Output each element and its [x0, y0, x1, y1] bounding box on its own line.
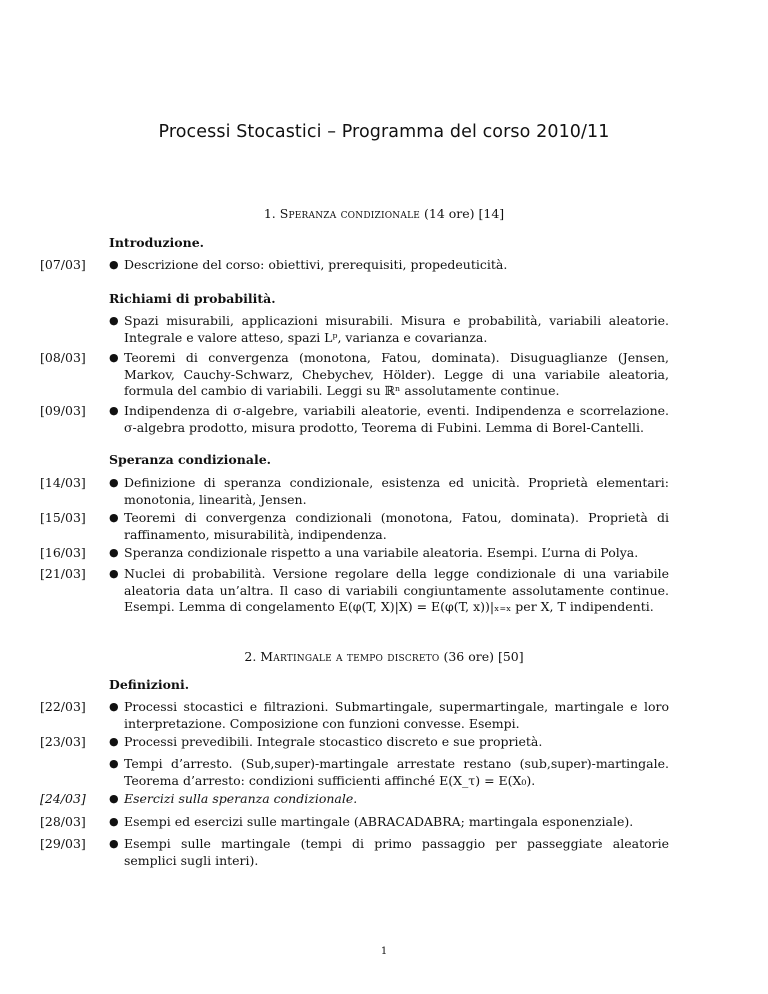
lesson-date: [29/03]	[40, 836, 86, 851]
list-item	[109, 257, 669, 274]
chapter-name: Martingale a tempo discreto	[260, 649, 440, 664]
lesson-date: [21/03]	[40, 566, 86, 581]
item-text: Processi prevedibili. Integrale stocastico discreto e sue proprietà.	[124, 734, 543, 749]
section-heading: Introduzione.	[109, 235, 205, 250]
section-heading: Definizioni.	[109, 677, 190, 692]
list-item	[109, 699, 669, 732]
chapter-number: 1.	[263, 206, 280, 221]
chapter-heading-2	[0, 649, 768, 664]
lesson-date: [14/03]	[40, 475, 86, 490]
item-text: Nuclei di probabilità. Versione regolare della legge condizionale di una variabile aleatoria data un’altra. Il caso di variabili congiuntamente assolutamente continue. Esempi. Lemma di congelamento E(φ(T, X)|X) = E(φ(T, x))|ₓ₌ₓ per X, T indipendenti.	[124, 566, 669, 614]
item-text: Esempi sulle martingale (tempi di primo passaggio per passeggiate aleatorie semplici sugli interi).	[124, 836, 669, 868]
item-text: Descrizione del corso: obiettivi, prerequisiti, propedeuticità.	[124, 257, 508, 272]
lesson-date: [16/03]	[40, 545, 86, 560]
item-text: Esempi ed esercizi sulle martingale (ABRACADABRA; martingala esponenziale).	[124, 814, 634, 829]
bullet-icon: ●	[109, 314, 119, 327]
bullet-icon: ●	[109, 476, 119, 489]
item-text: Teoremi di convergenza (monotona, Fatou, dominata). Disuguaglianze (Jensen, Markov, Cauchy-Schwarz, Chebychev, Hölder). Legge di una variabile aleatoria, formula del cambio di variabili. Leggi su ℝⁿ assolutamente continue.	[124, 350, 669, 398]
list-item	[109, 566, 669, 616]
section-heading: Speranza condizionale.	[109, 452, 271, 467]
chapter-hours: (36 ore) [50]	[439, 649, 524, 664]
bullet-icon: ●	[109, 567, 119, 580]
list-item	[109, 510, 669, 543]
list-item	[109, 814, 669, 831]
item-text: Indipendenza di σ-algebre, variabili aleatorie, eventi. Indipendenza e scorrelazione. σ-algebra prodotto, misura prodotto, Teorema di Fubini. Lemma di Borel-Cantelli.	[124, 403, 669, 435]
list-item	[109, 403, 669, 436]
list-item	[109, 475, 669, 508]
item-text: Speranza condizionale rispetto a una variabile aleatoria. Esempi. L’urna di Polya.	[124, 545, 639, 560]
lesson-date: [28/03]	[40, 814, 86, 829]
lesson-date: [23/03]	[40, 734, 86, 749]
chapter-heading-1	[0, 206, 768, 221]
bullet-icon: ●	[109, 546, 119, 559]
chapter-name: Speranza condizionale	[279, 206, 421, 221]
list-item	[109, 791, 669, 808]
item-text: Tempi d’arresto. (Sub,super)-martingale arrestate restano (sub,super)-martingale. Teorema d’arresto: condizioni sufficienti affinché E(X_τ) = E(X₀).	[124, 756, 669, 788]
bullet-icon: ●	[109, 511, 119, 524]
list-item	[109, 756, 669, 789]
lesson-date: [22/03]	[40, 699, 86, 714]
page-title: Processi Stocastici – Programma del corso 2010/11	[158, 122, 610, 142]
bullet-icon: ●	[109, 792, 119, 805]
chapter-number: 2.	[244, 649, 261, 664]
lesson-date: [24/03]	[40, 791, 86, 806]
bullet-icon: ●	[109, 837, 119, 850]
list-item	[109, 836, 669, 869]
lesson-date: [09/03]	[40, 403, 86, 418]
section-heading: Richiami di probabilità.	[109, 291, 276, 306]
bullet-icon: ●	[109, 700, 119, 713]
item-text: Definizione di speranza condizionale, esistenza ed unicità. Proprietà elementari: monotonia, linearità, Jensen.	[124, 475, 669, 507]
lesson-date: [08/03]	[40, 350, 86, 365]
list-item	[109, 734, 669, 751]
page-number: 1	[380, 946, 388, 957]
list-item	[109, 313, 669, 346]
lesson-date: [15/03]	[40, 510, 86, 525]
chapter-hours: (14 ore) [14]	[420, 206, 505, 221]
bullet-icon: ●	[109, 258, 119, 271]
bullet-icon: ●	[109, 815, 119, 828]
bullet-icon: ●	[109, 351, 119, 364]
bullet-icon: ●	[109, 757, 119, 770]
bullet-icon: ●	[109, 735, 119, 748]
list-item	[109, 350, 669, 400]
bullet-icon: ●	[109, 404, 119, 417]
item-text: Spazi misurabili, applicazioni misurabili. Misura e probabilità, variabili aleatorie. Integrale e valore atteso, spazi Lᵖ, varianza e covarianza.	[124, 313, 669, 345]
item-text: Teoremi di convergenza condizionali (monotona, Fatou, dominata). Proprietà di raffinamento, misurabilità, indipendenza.	[124, 510, 669, 542]
item-text: Processi stocastici e filtrazioni. Submartingale, supermartingale, martingale e loro interpretazione. Composizione con funzioni convesse. Esempi.	[124, 699, 669, 731]
item-text: Esercizi sulla speranza condizionale.	[124, 791, 358, 806]
lesson-date: [07/03]	[40, 257, 86, 272]
list-item	[109, 545, 669, 562]
